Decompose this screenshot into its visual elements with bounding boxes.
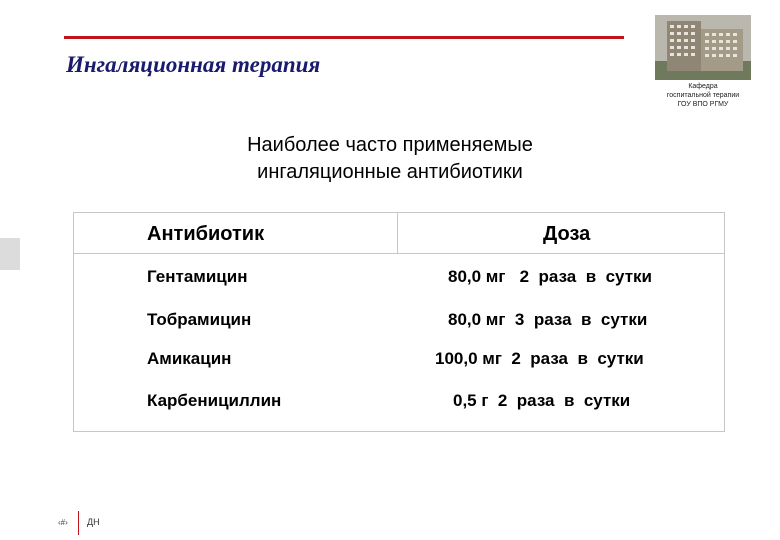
side-tab xyxy=(0,238,20,270)
row-1-dose: 80,0 мг 2 раза в сутки xyxy=(448,267,653,286)
footer-author: ДН xyxy=(87,517,100,527)
antibiotics-table xyxy=(73,212,725,432)
dept-line-2: госпитальной терапии xyxy=(666,92,740,99)
row-4-name: Карбенициллин xyxy=(147,391,282,410)
row-3-name: Амикацин xyxy=(147,349,232,368)
row-2-dose: 80,0 мг 3 раза в сутки xyxy=(448,310,648,329)
dept-line-3: ГОУ ВПО РГМУ xyxy=(677,101,729,108)
subtitle xyxy=(150,132,630,186)
row-4-dose: 0,5 г 2 раза в сутки xyxy=(453,391,631,410)
row-2-name: Тобрамицин xyxy=(147,310,252,329)
header-dose: Доза xyxy=(543,223,591,245)
row-3-dose: 100,0 мг 2 раза в сутки xyxy=(435,349,644,368)
dept-line-1: Кафедра xyxy=(688,83,718,90)
subtitle-line-1: Наиболее часто применяемые xyxy=(247,134,533,156)
subtitle-line-2: ингаляционные антибиотики xyxy=(257,161,523,183)
department-caption xyxy=(648,82,758,109)
title-rule xyxy=(64,36,624,39)
header-cell-antibiotic xyxy=(74,213,398,254)
building-photo xyxy=(655,15,751,80)
slide-number: ‹#› xyxy=(58,518,68,527)
footer-divider xyxy=(78,511,79,535)
header-cell-dose xyxy=(398,213,724,254)
row-1-name: Гентамицин xyxy=(147,267,248,286)
header-antibiotic: Антибиотик xyxy=(147,223,265,245)
slide-title: Ингаляционная терапия xyxy=(66,52,321,77)
